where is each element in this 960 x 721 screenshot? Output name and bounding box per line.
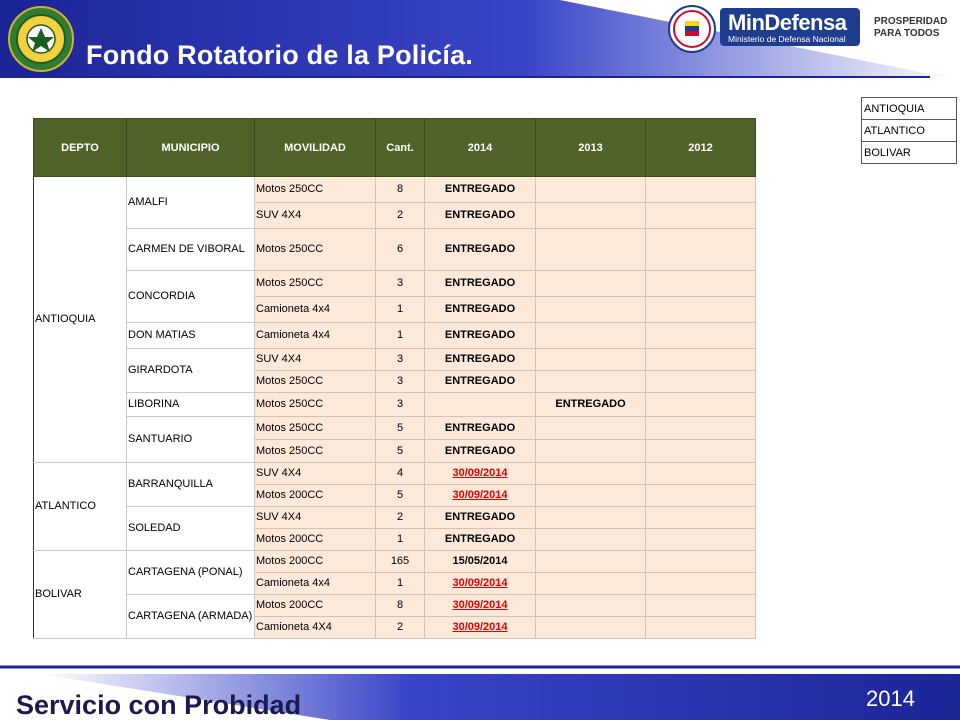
prosperidad-line1: PROSPERIDAD (874, 16, 948, 27)
cant-cell: 2 (376, 507, 425, 529)
table-row (34, 229, 756, 271)
status-2013-cell (536, 203, 646, 229)
cant-cell: 2 (376, 617, 425, 639)
status-2013-cell (536, 417, 646, 440)
mindefensa-subtitle: Ministerio de Defensa Nacional (728, 34, 846, 44)
status-2014-cell: ENTREGADO (425, 177, 536, 203)
status-2013-cell (536, 463, 646, 485)
status-2013-cell (536, 551, 646, 573)
status-2012-cell (646, 393, 756, 417)
municipio-cell: CARMEN DE VIBORAL (127, 229, 255, 271)
cant-cell: 3 (376, 393, 425, 417)
column-header-2014: 2014 (425, 119, 536, 177)
municipio-cell: AMALFI (127, 177, 255, 229)
table-row (34, 323, 756, 349)
status-2012-cell (646, 349, 756, 371)
status-2012-cell (646, 229, 756, 271)
municipio-cell: GIRARDOTA (127, 349, 255, 393)
mindefensa-name: MinDefensa (728, 10, 847, 35)
cant-cell: 8 (376, 177, 425, 203)
movilidad-cell: Motos 200CC (255, 529, 376, 551)
movilidad-cell: Camioneta 4x4 (255, 573, 376, 595)
movilidad-cell: Motos 250CC (255, 371, 376, 393)
status-2014-cell: 30/09/2014 (425, 485, 536, 507)
movilidad-cell: Camioneta 4X4 (255, 617, 376, 639)
cant-cell: 6 (376, 229, 425, 271)
column-header-depto: DEPTO (34, 119, 127, 177)
movilidad-cell: SUV 4X4 (255, 463, 376, 485)
list-item (862, 142, 957, 164)
movilidad-cell: Motos 200CC (255, 595, 376, 617)
status-2012-cell (646, 323, 756, 349)
table-row (34, 463, 756, 485)
department-name: BOLIVAR (862, 142, 957, 164)
cant-cell: 1 (376, 529, 425, 551)
status-2014-cell: ENTREGADO (425, 371, 536, 393)
table-row (34, 271, 756, 297)
status-2013-cell (536, 323, 646, 349)
mindefensa-logo (720, 8, 860, 46)
status-2014-cell: ENTREGADO (425, 229, 536, 271)
status-2013-cell (536, 617, 646, 639)
status-2012-cell (646, 271, 756, 297)
movilidad-cell: SUV 4X4 (255, 203, 376, 229)
department-name: ATLANTICO (862, 120, 957, 142)
status-2014-cell: ENTREGADO (425, 417, 536, 440)
cant-cell: 5 (376, 485, 425, 507)
status-2013-cell (536, 297, 646, 323)
movilidad-cell: Motos 250CC (255, 271, 376, 297)
status-2012-cell (646, 529, 756, 551)
status-2013-cell (536, 177, 646, 203)
colombia-seal-icon (668, 5, 716, 53)
movilidad-cell: Motos 250CC (255, 393, 376, 417)
municipio-cell: CARTAGENA (PONAL) (127, 551, 255, 595)
status-2014-cell: 30/09/2014 (425, 617, 536, 639)
movilidad-cell: Motos 250CC (255, 229, 376, 271)
movilidad-cell: Motos 200CC (255, 551, 376, 573)
status-2013-cell (536, 573, 646, 595)
status-2012-cell (646, 463, 756, 485)
status-2012-cell (646, 617, 756, 639)
status-2013-cell (536, 529, 646, 551)
column-header-municipio: MUNICIPIO (127, 119, 255, 177)
status-2012-cell (646, 371, 756, 393)
status-2014-cell: ENTREGADO (425, 297, 536, 323)
status-2012-cell (646, 485, 756, 507)
status-2014-cell: ENTREGADO (425, 323, 536, 349)
status-2013-cell (536, 440, 646, 463)
status-2012-cell (646, 417, 756, 440)
status-2013-cell (536, 229, 646, 271)
status-2013-cell (536, 349, 646, 371)
cant-cell: 3 (376, 349, 425, 371)
movilidad-cell: Motos 250CC (255, 440, 376, 463)
status-2014-cell (425, 393, 536, 417)
movilidad-cell: SUV 4X4 (255, 507, 376, 529)
status-2014-cell: ENTREGADO (425, 507, 536, 529)
status-2013-cell (536, 507, 646, 529)
table-row (34, 507, 756, 529)
table-row (34, 393, 756, 417)
status-2013-cell (536, 271, 646, 297)
department-name: ANTIOQUIA (862, 98, 957, 120)
police-seal-icon (8, 6, 74, 72)
page-title: Fondo Rotatorio de la Policía. (86, 40, 474, 70)
column-header-2013: 2013 (536, 119, 646, 177)
status-2014-cell: ENTREGADO (425, 529, 536, 551)
header-band (0, 0, 960, 80)
table-row (34, 417, 756, 440)
status-2014-cell: 15/05/2014 (425, 551, 536, 573)
depto-cell: BOLIVAR (34, 551, 127, 639)
status-2014-cell: 30/09/2014 (425, 595, 536, 617)
movilidad-cell: Camioneta 4x4 (255, 297, 376, 323)
depto-cell: ANTIOQUIA (34, 177, 127, 463)
cant-cell: 165 (376, 551, 425, 573)
status-2012-cell (646, 177, 756, 203)
movilidad-cell: Motos 200CC (255, 485, 376, 507)
movilidad-cell: SUV 4X4 (255, 349, 376, 371)
status-2014-cell: 30/09/2014 (425, 463, 536, 485)
cant-cell: 3 (376, 271, 425, 297)
status-2013-cell (536, 371, 646, 393)
cant-cell: 5 (376, 440, 425, 463)
prosperidad-logo (874, 16, 956, 42)
status-2013-cell (536, 595, 646, 617)
table-row (34, 349, 756, 371)
municipio-cell: BARRANQUILLA (127, 463, 255, 507)
status-2012-cell (646, 203, 756, 229)
movilidad-cell: Motos 250CC (255, 177, 376, 203)
municipio-cell: SOLEDAD (127, 507, 255, 551)
cant-cell: 4 (376, 463, 425, 485)
column-header-2012: 2012 (646, 119, 756, 177)
movilidad-cell: Camioneta 4x4 (255, 323, 376, 349)
prosperidad-line2: PARA TODOS (874, 28, 940, 39)
status-2012-cell (646, 507, 756, 529)
municipio-cell: LIBORINA (127, 393, 255, 417)
status-2013-cell (536, 485, 646, 507)
status-2013-cell: ENTREGADO (536, 393, 646, 417)
department-list (861, 97, 957, 164)
status-2014-cell: ENTREGADO (425, 349, 536, 371)
list-item (862, 98, 957, 120)
status-2012-cell (646, 595, 756, 617)
cant-cell: 8 (376, 595, 425, 617)
municipio-cell: CARTAGENA (ARMADA) (127, 595, 255, 639)
status-2014-cell: ENTREGADO (425, 271, 536, 297)
depto-cell: ATLANTICO (34, 463, 127, 551)
cant-cell: 1 (376, 323, 425, 349)
status-2012-cell (646, 573, 756, 595)
municipio-cell: SANTUARIO (127, 417, 255, 463)
list-item (862, 120, 957, 142)
status-2012-cell (646, 440, 756, 463)
status-2014-cell: ENTREGADO (425, 440, 536, 463)
table-row (34, 177, 756, 203)
cant-cell: 2 (376, 203, 425, 229)
column-header-cant: Cant. (376, 119, 425, 177)
cant-cell: 3 (376, 371, 425, 393)
status-2014-cell: 30/09/2014 (425, 573, 536, 595)
cant-cell: 5 (376, 417, 425, 440)
municipio-cell: DON MATIAS (127, 323, 255, 349)
municipio-cell: CONCORDIA (127, 271, 255, 323)
footer-year: 2014 (866, 686, 915, 711)
cant-cell: 1 (376, 573, 425, 595)
table-header-row (34, 119, 756, 177)
column-header-movilidad: MOVILIDAD (255, 119, 376, 177)
table-row (34, 595, 756, 617)
table-row (34, 551, 756, 573)
status-2012-cell (646, 551, 756, 573)
footer-slogan: Servicio con Probidad (16, 690, 302, 720)
status-2014-cell: ENTREGADO (425, 203, 536, 229)
cant-cell: 1 (376, 297, 425, 323)
movilidad-cell: Motos 250CC (255, 417, 376, 440)
vehicle-delivery-table (33, 118, 756, 639)
status-2012-cell (646, 297, 756, 323)
